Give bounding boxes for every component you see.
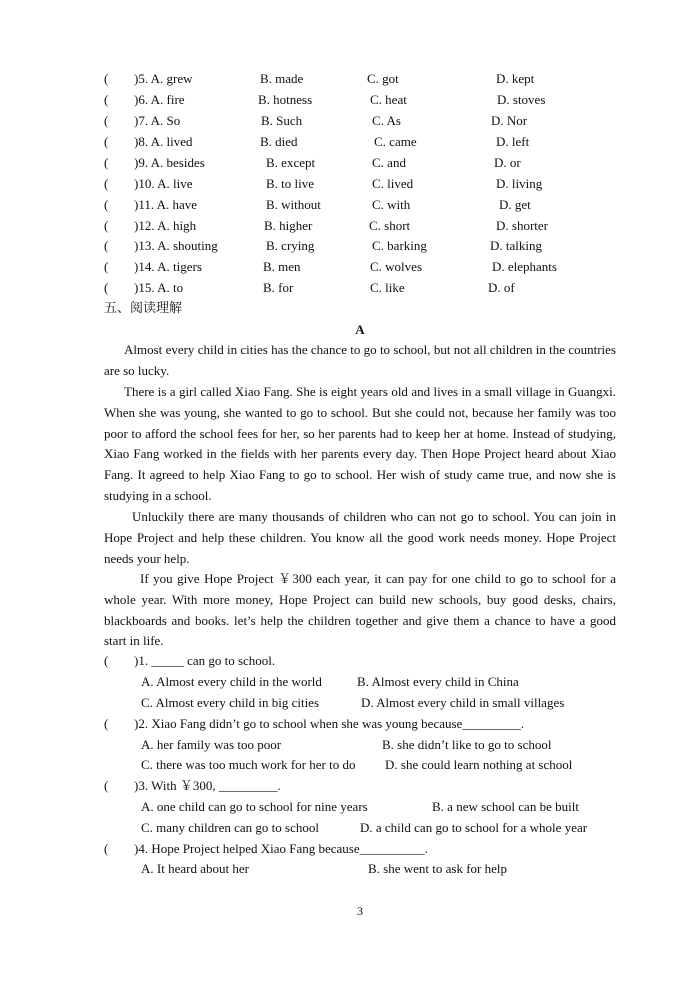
option-d: D. Nor <box>491 113 528 128</box>
answer-paren: ( <box>104 653 109 668</box>
option-b: B. she went to ask for help <box>368 861 508 876</box>
cloze-question <box>104 133 624 151</box>
option-b: B. crying <box>266 238 315 253</box>
option-b: B. except <box>266 155 316 170</box>
option-c: C. As <box>372 113 401 128</box>
answer-paren: ( <box>104 280 109 295</box>
cloze-question <box>104 279 624 297</box>
reading-question <box>104 840 624 858</box>
option-a: A. It heard about her <box>141 861 249 876</box>
answer-paren: ( <box>104 259 109 274</box>
option-c: C. Almost every child in big cities <box>141 695 320 710</box>
option-b: B. for <box>263 280 294 295</box>
option-d: D. elephants <box>492 259 557 274</box>
paragraph: There is a girl called Xiao Fang. She is eight years old and lives in a small village in Guangxi. When she was young, she wanted to go to school. But she could not, because her family was too poor to afford the school fees for her, so her parents had to keep her at home. Instead of studying, Xiao Fang worked in the fields with her parents every day. Then Hope Project heard about Xiao Fang. It agreed to help Xiao Fang to go to school. Her wish of study came true, and now she is studying in a school. <box>104 384 616 503</box>
option-a: )11. A. have <box>134 197 198 212</box>
option-b: B. died <box>260 134 298 149</box>
option-d: D. get <box>499 197 531 212</box>
option-a: )12. A. high <box>134 218 197 233</box>
question-stem: )2. Xiao Fang didn’t go to school when she was young because_________. <box>134 716 525 731</box>
option-d: D. left <box>496 134 530 149</box>
option-b: B. without <box>266 197 321 212</box>
answer-paren: ( <box>104 113 109 128</box>
question-stem: )3. With ￥300, _________. <box>134 778 281 793</box>
cloze-question <box>104 217 624 235</box>
option-b: B. Almost every child in China <box>357 674 519 689</box>
paragraph: If you give Hope Project ￥300 each year, it can pay for one child to go to school for a whole year. With more money, Hope Project can build new schools, buy good desks, chairs, blackboards and books. let’s help the children together and give them a chance to have a good start in life. <box>104 571 616 649</box>
option-b: B. men <box>263 259 301 274</box>
option-d: D. or <box>494 155 521 170</box>
answer-paren: ( <box>104 238 109 253</box>
question-stem: )4. Hope Project helped Xiao Fang because__________. <box>134 841 428 856</box>
option-c: C. like <box>370 280 405 295</box>
cloze-question <box>104 175 624 193</box>
option-a: )13. A. shouting <box>134 238 218 253</box>
cloze-question <box>104 258 624 276</box>
option-c: C. wolves <box>370 259 422 274</box>
option-c: C. came <box>374 134 417 149</box>
page-number: 3 <box>357 904 363 918</box>
option-a: )7. A. So <box>134 113 181 128</box>
option-c: C. there was too much work for her to do <box>141 757 356 772</box>
answer-paren: ( <box>104 176 109 191</box>
option-d: D. talking <box>490 238 542 253</box>
option-d: D. Almost every child in small villages <box>361 695 565 710</box>
reading-question <box>104 715 624 733</box>
option-b: B. made <box>260 71 304 86</box>
answer-paren: ( <box>104 841 109 856</box>
passage-title: A <box>355 322 365 337</box>
option-c: C. lived <box>372 176 414 191</box>
answer-paren: ( <box>104 218 109 233</box>
option-b: B. to live <box>266 176 315 191</box>
option-a: A. one child can go to school for nine years <box>141 799 368 814</box>
option-b: B. a new school can be built <box>432 799 579 814</box>
option-a: )14. A. tigers <box>134 259 202 274</box>
option-a: )9. A. besides <box>134 155 205 170</box>
option-c: C. many children can go to school <box>141 820 319 835</box>
cloze-question <box>104 237 624 255</box>
cloze-question <box>104 154 624 172</box>
answer-paren: ( <box>104 778 109 793</box>
option-a: A. her family was too poor <box>141 737 282 752</box>
option-d: D. she could learn nothing at school <box>385 757 573 772</box>
answer-paren: ( <box>104 134 109 149</box>
option-a: A. Almost every child in the world <box>141 674 322 689</box>
section-title: 五、阅读理解 <box>104 301 183 316</box>
option-d: D. stoves <box>497 92 546 107</box>
option-d: D. living <box>496 176 543 191</box>
option-a: )6. A. fire <box>134 92 185 107</box>
option-d: D. shorter <box>496 218 548 233</box>
option-c: C. and <box>372 155 406 170</box>
option-b: B. hotness <box>258 92 313 107</box>
option-c: C. heat <box>370 92 407 107</box>
option-b: B. Such <box>261 113 303 128</box>
option-d: D. of <box>488 280 515 295</box>
reading-question <box>104 652 624 670</box>
answer-paren: ( <box>104 716 109 731</box>
option-d: D. kept <box>496 71 535 86</box>
answer-paren: ( <box>104 71 109 86</box>
cloze-question <box>104 91 624 109</box>
option-c: C. got <box>367 71 399 86</box>
paragraph: Almost every child in cities has the chance to go to school, but not all children in the countries are so lucky. <box>104 342 616 378</box>
cloze-question <box>104 70 624 88</box>
option-b: B. she didn’t like to go to school <box>382 737 552 752</box>
question-stem: )1. _____ can go to school. <box>134 653 276 668</box>
option-a: )5. A. grew <box>134 71 193 86</box>
answer-paren: ( <box>104 92 109 107</box>
cloze-question <box>104 112 624 130</box>
option-b: B. higher <box>264 218 313 233</box>
option-a: )10. A. live <box>134 176 193 191</box>
option-c: C. short <box>369 218 411 233</box>
cloze-question <box>104 196 624 214</box>
answer-paren: ( <box>104 155 109 170</box>
option-c: C. with <box>372 197 411 212</box>
answer-paren: ( <box>104 197 109 212</box>
option-d: D. a child can go to school for a whole year <box>360 820 588 835</box>
reading-question <box>104 777 624 795</box>
paragraph: Unluckily there are many thousands of children who can not go to school. You can join in Hope Project and help these children. You know all the good work needs money. Hope Project needs your help. <box>104 509 616 566</box>
option-a: )8. A. lived <box>134 134 193 149</box>
option-c: C. barking <box>372 238 427 253</box>
option-a: )15. A. to <box>134 280 184 295</box>
